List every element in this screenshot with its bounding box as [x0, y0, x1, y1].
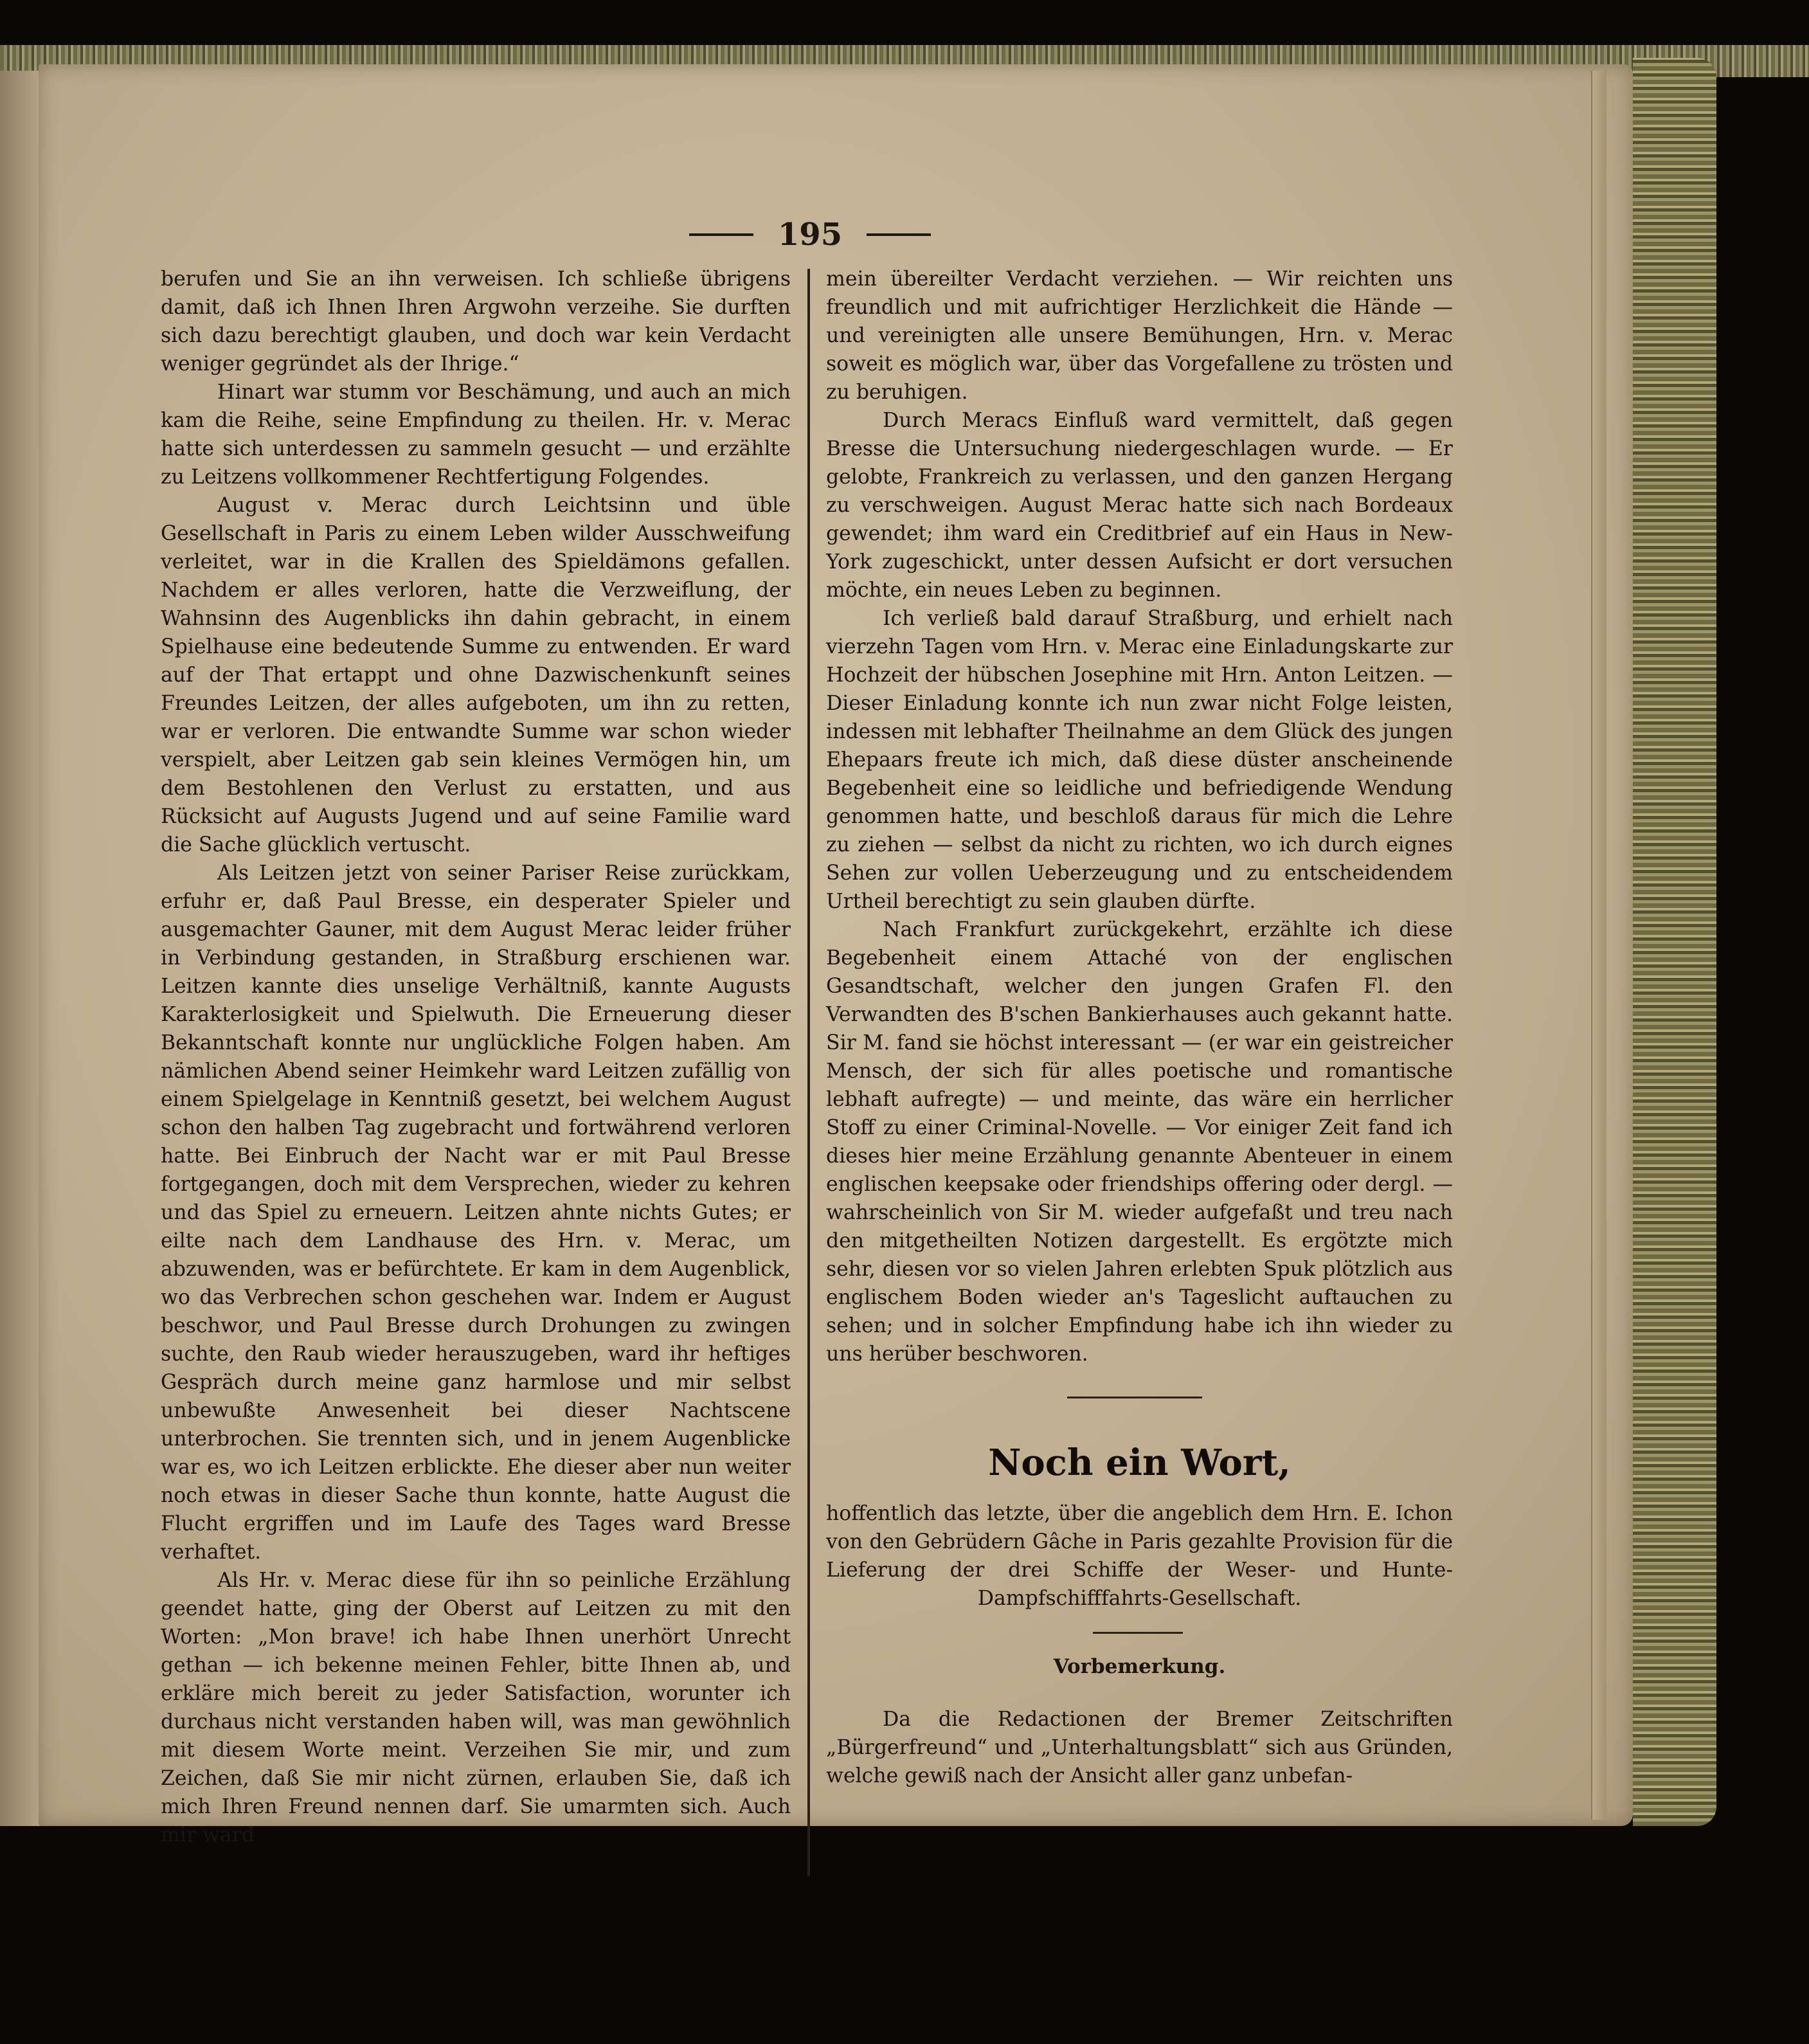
- right-column: [826, 265, 1453, 1368]
- paragraph: mein übereilter Verdacht verziehen. — Wir reichten uns freundlich und mit aufrichtiger Herzlichkeit die Hände — und vereinigten alle unsere Bemühungen, Hrn. v. Merac soweit es möglich war, über das Vorgefallene zu trösten und zu beruhigen.: [826, 267, 1453, 404]
- header-rule-right: [867, 233, 931, 236]
- paragraph: Als Hr. v. Merac diese für ihn so peinliche Erzählung geendet hatte, ging der Oberst auf Leitzen zu mit den Worten: „Mon brave! ich habe Ihnen unerhört Unrecht gethan — ich bekenne meinen Fehler, bitte Ihnen ab, und erkläre mich bereit zu jeder Satisfaction, worunter ich durchaus nicht verstanden haben will, was man gewöhnlich mit diesem Worte meint. Verzeihen Sie mir, und zum Zeichen, daß Sie mir nicht zürnen, erlauben Sie, daß ich mich Ihren Freund nennen darf. Sie umarmten sich. Auch mir ward: [161, 1569, 791, 1847]
- section-separator: [1067, 1397, 1202, 1398]
- column-divider: [807, 269, 810, 1876]
- paragraph: Durch Meracs Einfluß ward vermittelt, daß gegen Bresse die Untersuchung niedergeschlagen wurde. — Er gelobte, Frankreich zu verlassen, und den ganzen Hergang zu verschweigen. August Merac hatte sich nach Bordeaux gewendet; ihm ward ein Creditbrief auf ein Haus in New-York zugeschickt, unter dessen Aufsicht er dort versuchen möchte, ein neues Leben zu beginnen.: [826, 409, 1453, 602]
- article-intro: Da die Redactionen der Bremer Zeitschriften „Bürgerfreund“ und „Unterhaltungsblatt“ sich aus Gründen, welche gewiß nach der Ansicht aller ganz unbefan-: [826, 1708, 1453, 1787]
- page-fore-edge: [1591, 71, 1607, 1820]
- page-header: [681, 212, 939, 257]
- article-subtitle: hoffentlich das letzte, über die angeblich dem Hrn. E. Ichon von den Gebrüdern Gâche in Paris gezahlte Provision für die Lieferung der drei Schiffe der Weser- und Hunte-Dampfschifffahrts-Gesellschaft.: [826, 1502, 1453, 1610]
- article-title: Noch ein Wort,: [988, 1442, 1291, 1484]
- left-column: [161, 265, 791, 1849]
- paragraph: Als Leitzen jetzt von seiner Pariser Reise zurückkam, erfuhr er, daß Paul Bresse, ein desperater Spieler und ausgemachter Gauner, mit dem August Merac leider früher in Verbindung gestanden, in Straßburg erschienen war. Leitzen kannte dies unselige Verhältniß, kannte Augusts Karakterlosigkeit und Spielwuth. Die Erneuerung dieser Bekanntschaft konnte nur unglückliche Folgen haben. Am nämlichen Abend seiner Heimkehr ward Leitzen zufällig von einem Spielgelage in Kenntniß gesetzt, bei welchem August schon den halben Tag zugebracht und fortwährend verloren hatte. Bei Einbruch der Nacht war er mit Paul Bresse fortgegangen, doch mit dem Versprechen, wieder zu kehren und das Spiel zu erneuern. Leitzen ahnte nichts Gutes; er eilte nach dem Landhause des Hrn. v. Merac, um abzuwenden, was er befürchtete. Er kam in dem Augenblick, wo das Verbrechen schon geschehen war. Indem er August beschwor, und Paul Bresse durch Drohungen zu zwingen suchte, den Raub wieder herauszugeben, ward ihr heftiges Gespräch durch meine ganz harmlose und mir selbst unbewußte Anwesenheit bei dieser Nachtscene unterbrochen. Sie trennten sich, und in jenem Augenblicke war es, wo ich Leitzen erblickte. Ehe dieser aber nun weiter noch etwas in dieser Sache thun konnte, hatte August die Flucht ergriffen und im Laufe des Tages ward Bresse verhaftet.: [161, 862, 791, 1564]
- article-subheading: Vorbemerkung.: [1053, 1655, 1226, 1678]
- subtitle-separator: [1093, 1632, 1183, 1634]
- paragraph: August v. Merac durch Leichtsinn und üble Gesellschaft in Paris zu einem Leben wilder Ausschweifung verleitet, war in die Krallen des Spieldämons gefallen. Nachdem er alles verloren, hatte die Verzweiflung, der Wahnsinn des Augenblicks ihn dahin gebracht, in einem Spielhause eine bedeutende Summe zu entwenden. Er ward auf der That ertappt und ohne Dazwischenkunft seines Freundes Leitzen, der alles aufgeboten, um ihn zu retten, war er verloren. Die entwandte Summe war schon wieder verspielt, aber Leitzen gab sein kleines Vermögen hin, um dem Bestohlenen den Verlust zu erstatten, und aus Rücksicht auf Augusts Jugend und auf seine Familie ward die Sache glücklich vertuscht.: [161, 494, 791, 856]
- marbled-book-edge: [1633, 58, 1716, 1826]
- paragraph: Nach Frankfurt zurückgekehrt, erzählte ich diese Begebenheit einem Attaché von der englischen Gesandtschaft, welcher den jungen Grafen Fl. den Verwandten des B'schen Bankierhauses auch gekannt hatte. Sir M. fand sie höchst interessant — (er war ein geistreicher Mensch, der sich für alles poetische und romantische lebhaft aufregte) — und meinte, das wäre ein herrlicher Stoff zu einer Criminal-Novelle. — Vor einiger Zeit fand ich dieses hier meine Erzählung genannte Abenteuer in einem englischen keepsake oder friendships offering oder dergl. — wahrscheinlich von Sir M. wieder aufgefaßt und treu nach den mitgetheilten Notizen dargestellt. Es ergötzte mich sehr, diesen vor so vielen Jahren erlebten Spuk plötzlich aus englischem Boden wieder an's Tageslicht auftauchen zu sehen; und in solcher Empfindung habe ich ihn wieder zu uns herüber beschworen.: [826, 918, 1453, 1366]
- header-rule-left: [689, 233, 753, 236]
- paragraph: berufen und Sie an ihn verweisen. Ich schließe übrigens damit, daß ich Ihnen Ihren Argwohn verzeihe. Sie durften sich dazu berechtigt glauben, und doch war kein Verdacht weniger gegründet als der Ihrige.“: [161, 267, 791, 375]
- page-number: 195: [777, 217, 843, 253]
- paragraph: Ich verließ bald darauf Straßburg, und erhielt nach vierzehn Tagen vom Hrn. v. Merac eine Einladungskarte zur Hochzeit der hübschen Josephine mit Hrn. Anton Leitzen. — Dieser Einladung konnte ich nun zwar nicht Folge leisten, indessen mit lebhafter Theilnahme an dem Glück des jungen Ehepaars freute ich mich, daß diese düster anscheinende Begebenheit eine so leidliche und befriedigende Wendung genommen hatte, und beschloß daraus für mich die Lehre zu ziehen — selbst da nicht zu richten, wo ich durch eignes Sehen zur vollen Ueberzeugung und zu entscheidendem Urtheil berechtigt zu sein glauben dürfte.: [826, 607, 1453, 913]
- paragraph: Hinart war stumm vor Beschämung, und auch an mich kam die Reihe, seine Empfindung zu theilen. Hr. v. Merac hatte sich unterdessen zu sammeln gesucht — und erzählte zu Leitzens vollkommener Rechtfertigung Folgendes.: [161, 381, 791, 489]
